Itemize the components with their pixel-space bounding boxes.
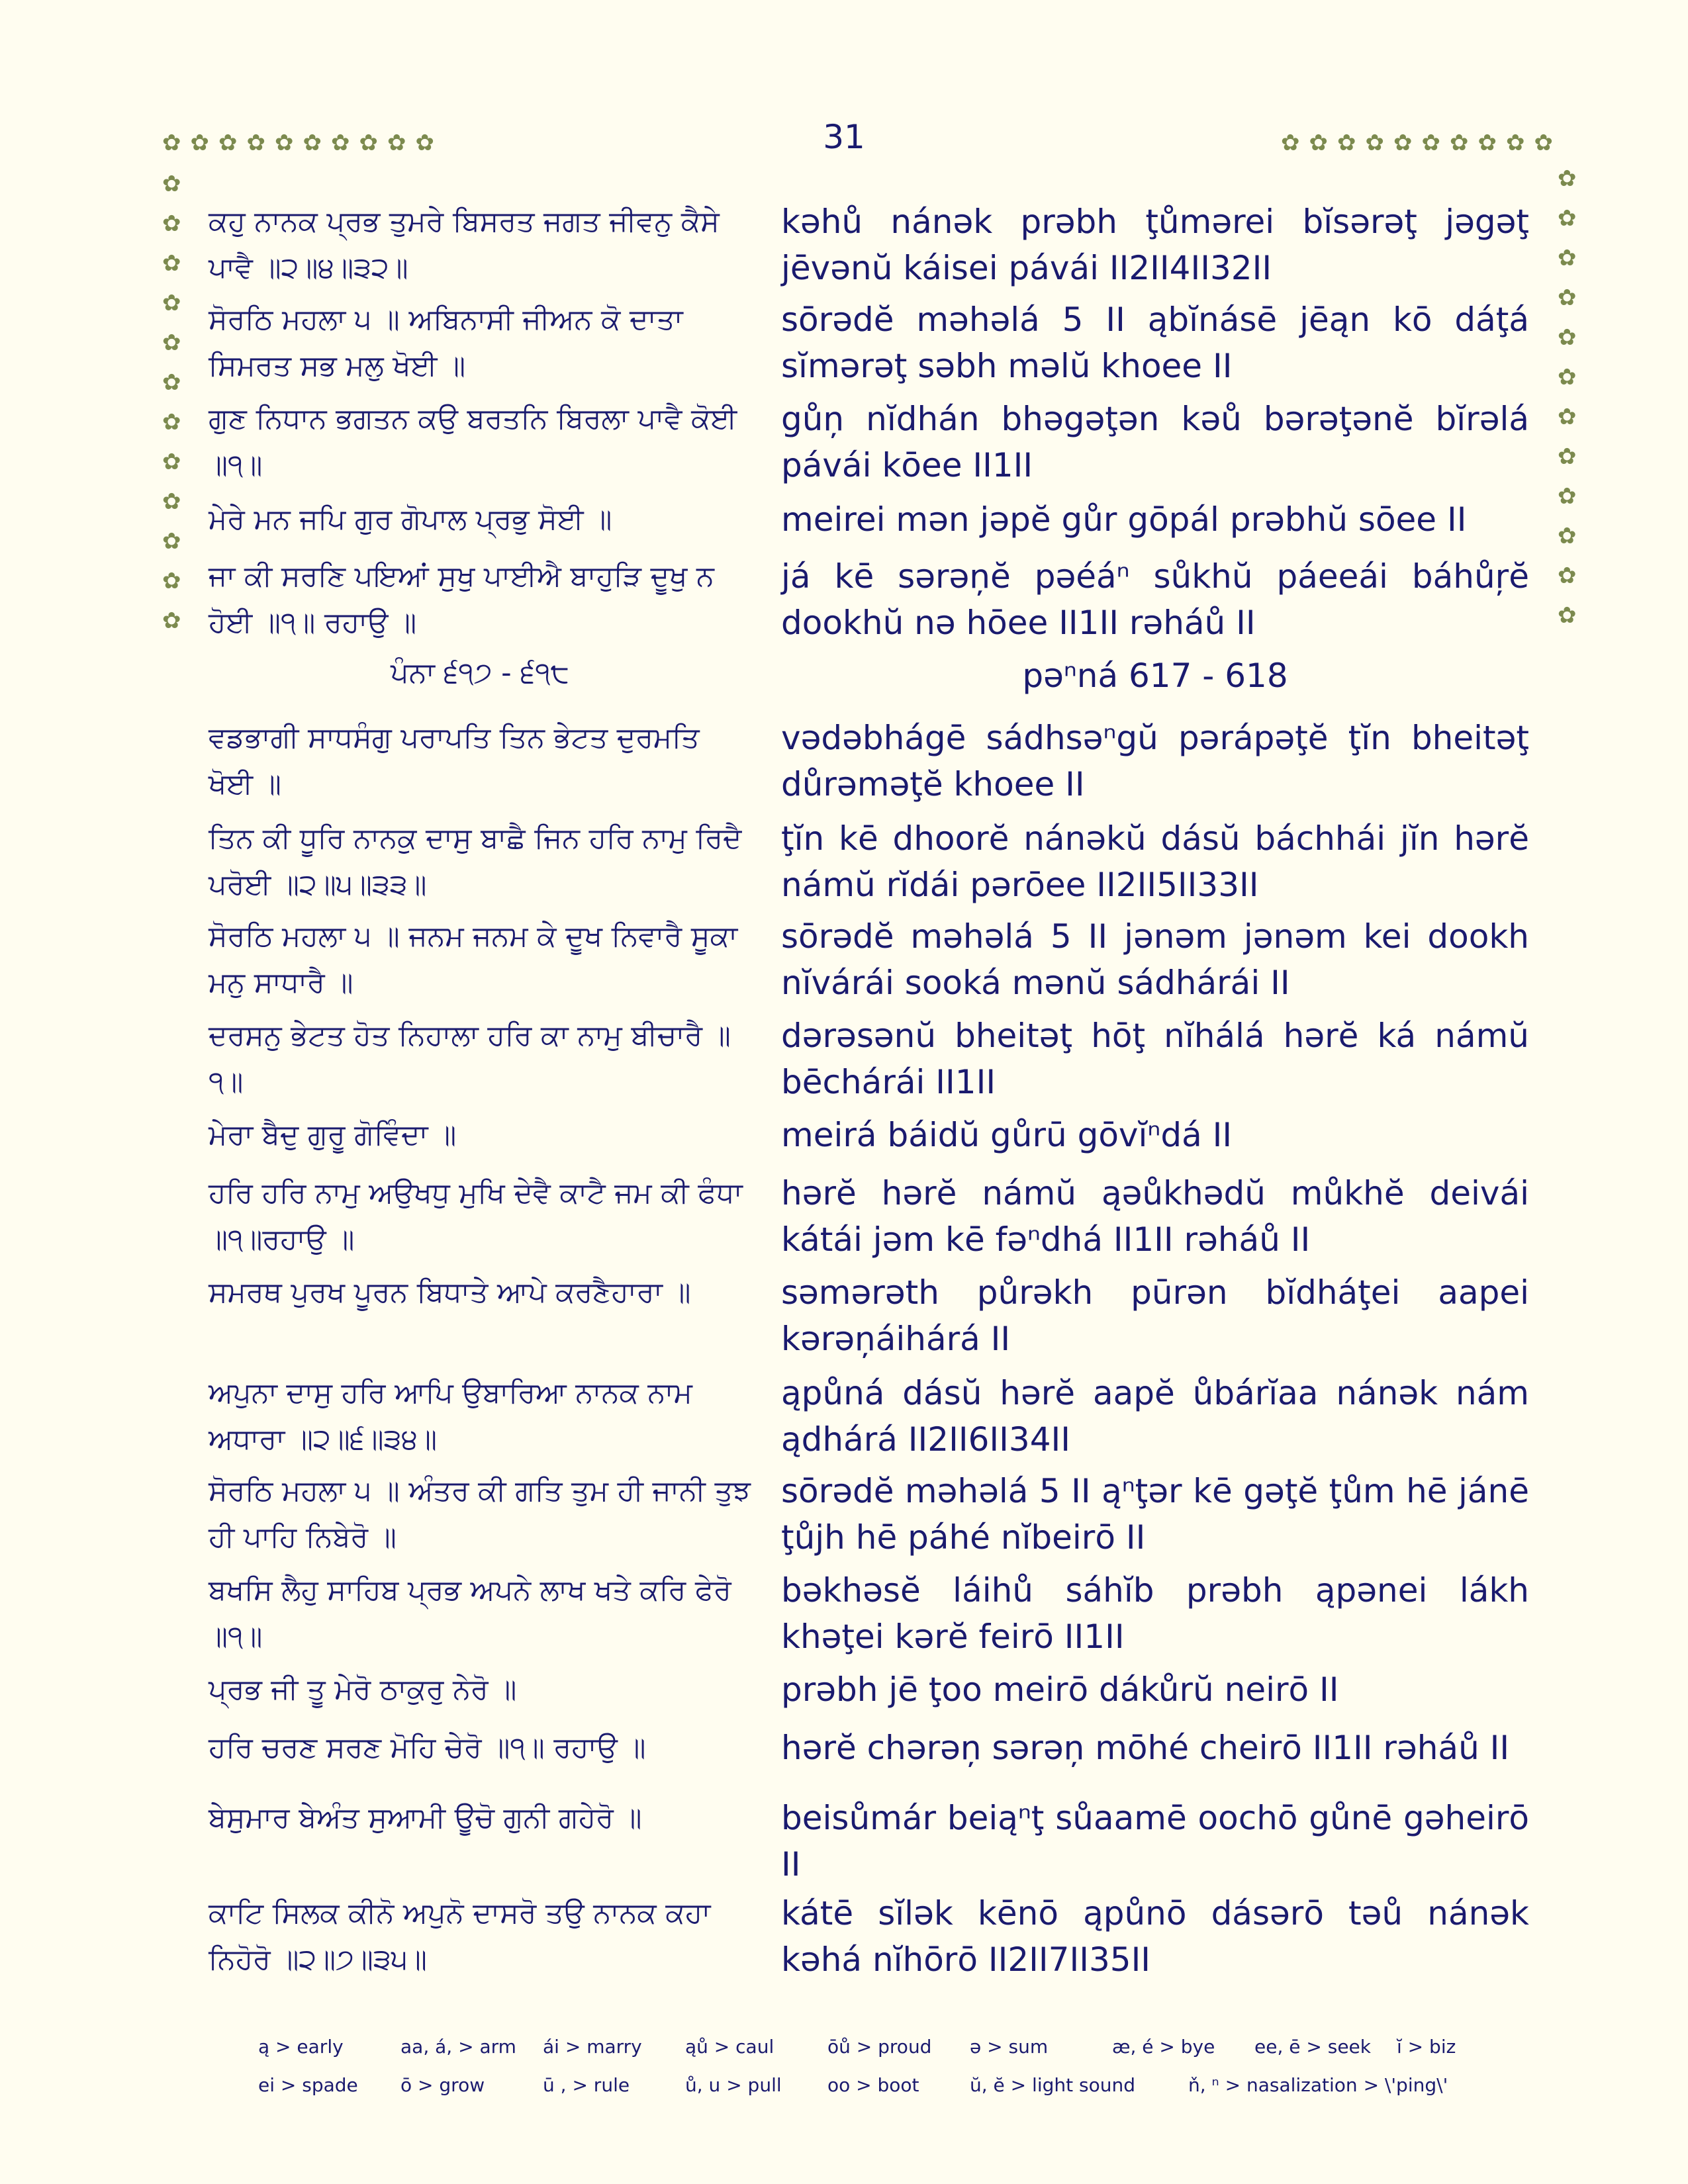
gurmukhi-line: ਸਮਰਥ ਪੁਰਖ ਪੂਰਨ ਬਿਧਾਤੇ ਆਪੇ ਕਰਣੈਹਾਰਾ ॥ [209,1276,691,1309]
transliteration-line: já kē sərəņĕ pəéáⁿ sůkhŭ páeeái báhůŗĕ dookhŭ nə hōee II1II rəháů II [781,557,1529,642]
transliteration-line: kátē sĭlək kēnō ąpůnō dásərō təů nánək kəhá nĭhōrō II2II7II35II [781,1894,1529,1979]
flower-icon: ✿ [162,528,181,555]
legend-item: ň, ⁿ > nasalization > \'ping\' [1188,2074,1448,2096]
transliteration-line: hərĕ hərĕ námŭ ąəůkhədŭ můkhĕ deivái kátái jəm kē fəⁿdhá II1II rəháů II [781,1174,1529,1259]
transliteration-line: gůņ nĭdhán bhəgəţən kəů bərəţənĕ bĭrəlá pávái kōee II1II [781,400,1529,484]
legend-item: ą > early [258,2036,344,2058]
flower-icon: ✿ [1558,285,1577,311]
legend-item: aa, á, > arm [400,2036,516,2058]
gurmukhi-line: ਗੁਣ ਨਿਧਾਨ ਭਗਤਨ ਕਉ ਬਰਤਨਿ ਬਿਰਲਾ ਪਾਵੈ ਕੋਈ ॥੧॥ [209,402,737,482]
flower-icon: ✿ [1558,523,1577,549]
transliteration-line: vədəbhágē sádhsəⁿgŭ pərápəţĕ ţĭn bheitəţ důrəməţĕ khoee II [781,719,1529,803]
gurmukhi-line: ਅਪੁਨਾ ਦਾਸੁ ਹਰਿ ਆਪਿ ਉਬਾਰਿਆ ਨਾਨਕ ਨਾਮ ਅਧਾਰਾ ॥੨॥੬॥੩੪॥ [209,1377,692,1456]
flower-icon: ✿ [1477,130,1497,156]
gurmukhi-line: ਵਡਭਾਗੀ ਸਾਧਸੰਗੁ ਪਰਾਪਤਿ ਤਿਨ ਭੇਟਤ ਦੁਰਮਤਿ ਖੋਈ ॥ [209,721,700,801]
legend-item: ee, ē > seek [1254,2036,1371,2058]
transliteration-line: səmərəth půrəkh pūrən bĭdháţei aapei kərəņáihárá II [781,1273,1529,1358]
pronunciation-legend-row-1 [258,2036,1516,2058]
gurmukhi-line: ਬਖਸਿ ਲੈਹੁ ਸਾਹਿਬ ਪ੍ਰਭ ਅਪਨੇ ਲਾਖ ਖਤੇ ਕਰਿ ਫੇਰੋ ॥੧॥ [209,1574,731,1653]
legend-item: ə > sum [970,2036,1049,2058]
flower-icon: ✿ [387,130,406,156]
pronunciation-legend-row-2 [258,2074,1516,2096]
ang-heading-gurmukhi: ਪੰਨਾ ੬੧੭ - ੬੧੮ [390,657,570,690]
flower-icon: ✿ [1558,602,1577,629]
transliteration-line: bəkhəsĕ láihů sáhĭb prəbh ąpənei lákh khəţei kərĕ feirō II1II [781,1571,1529,1656]
gurmukhi-line: ਮੇਰਾ ਬੈਦੁ ਗੁਰੂ ਗੋਵਿੰਦਾ ॥ [209,1118,457,1152]
top-right-flower-border [1281,130,1553,156]
flower-icon: ✿ [162,330,181,356]
flower-icon: ✿ [162,568,181,594]
flower-icon: ✿ [331,130,350,156]
flower-icon: ✿ [415,130,434,156]
flower-icon: ✿ [162,290,181,316]
flower-icon: ✿ [1365,130,1384,156]
gurmukhi-line: ਕਾਟਿ ਸਿਲਕ ਕੀਨੋ ਅਪੁਨੋ ਦਾਸਰੋ ਤਉ ਨਾਨਕ ਕਹਾ ਨਿਹੋਰੋ ॥੨॥੭॥੩੫॥ [209,1897,711,1976]
flower-icon: ✿ [162,449,181,475]
legend-item: ĭ > biz [1397,2036,1456,2058]
legend-item: ů, u > pull [685,2074,782,2096]
flower-icon: ✿ [162,608,181,634]
gurmukhi-line: ਕਹੁ ਨਾਨਕ ਪ੍ਰਭ ਤੁਮਰੇ ਬਿਸਰਤ ਜਗਤ ਜੀਵਨੁ ਕੈਸੇ ਪਾਵੈ ॥੨॥੪॥੩੨॥ [209,205,720,285]
gurmukhi-line: ਸੋਰਠਿ ਮਹਲਾ ੫ ॥ ਅਬਿਨਾਸੀ ਜੀਅਨ ਕੋ ਦਾਤਾ ਸਿਮਰਤ ਸਭ ਮਲੁ ਖੋਈ ॥ [209,303,683,383]
flower-icon: ✿ [1337,130,1356,156]
right-flower-border [1558,165,1577,629]
flower-icon: ✿ [162,409,181,435]
legend-item: oo > boot [827,2074,919,2096]
gurmukhi-line: ਹਰਿ ਹਰਿ ਨਾਮੁ ਅਉਖਧੁ ਮੁਖਿ ਦੇਵੈ ਕਾਟੈ ਜਮ ਕੀ ਫੰਧਾ ॥੧॥ਰਹਾਉ ॥ [209,1177,743,1256]
gurmukhi-line: ਹਰਿ ਚਰਣ ਸਰਣ ਮੋਹਿ ਚੇਰੋ ॥੧॥ ਰਹਾਉ ॥ [209,1731,646,1764]
flower-icon: ✿ [1558,483,1577,510]
gurmukhi-line: ਤਿਨ ਕੀ ਧੂਰਿ ਨਾਨਕੁ ਦਾਸੁ ਬਾਛੈ ਜਿਨ ਹਰਿ ਨਾਮੁ ਰਿਦੈ ਪਰੋਈ ॥੨॥੫॥੩੩॥ [209,822,742,901]
gurmukhi-line: ਪ੍ਰਭ ਜੀ ਤੂ ਮੇਰੋ ਠਾਕੁਰੁ ਨੇਰੋ ॥ [209,1673,517,1706]
left-flower-border [162,171,181,634]
transliteration-line: meirei mən jəpĕ gůr gōpál prəbhŭ sōee II [781,500,1467,539]
gurmukhi-line: ਜਾ ਕੀ ਸਰਣਿ ਪਇਆਂ ਸੁਖੁ ਪਾਈਐ ਬਾਹੁੜਿ ਦੂਖੁ ਨ ਹੋਈ ॥੧॥ ਰਹਾਉ ॥ [209,560,714,639]
gurmukhi-line: ਸੋਰਠਿ ਮਹਲਾ ੫ ॥ ਜਨਮ ਜਨਮ ਕੇ ਦੂਖ ਨਿਵਾਰੈ ਸੂਕਾ ਮਨੁ ਸਾਧਾਰੈ ॥ [209,920,738,999]
transliteration-line: sōrədĕ məhəlá 5 II ąbĭnásē jēąn kō dáţá sĭmərəţ səbh məlŭ khoee II [781,300,1529,385]
flower-icon: ✿ [246,130,265,156]
legend-item: ąů > caul [685,2036,774,2058]
flower-icon: ✿ [1281,130,1300,156]
top-left-flower-border [162,130,434,156]
gurmukhi-line: ਸੋਰਠਿ ਮਹਲਾ ੫ ॥ ਅੰਤਰ ਕੀ ਗਤਿ ਤੁਮ ਹੀ ਜਾਨੀ ਤੁਝ ਹੀ ਪਾਹਿ ਨਿਬੇਰੋ ॥ [209,1475,751,1554]
legend-item: ōů > proud [827,2036,932,2058]
legend-item: ei > spade [258,2074,358,2096]
flower-icon: ✿ [190,130,209,156]
flower-icon: ✿ [1558,165,1577,192]
legend-item: ái > marry [543,2036,642,2058]
flower-icon: ✿ [162,488,181,515]
transliteration-line: beisůmár beiąⁿţ sůaamē oochō gůnē gəheirō II [781,1799,1529,1884]
flower-icon: ✿ [1309,130,1328,156]
flower-icon: ✿ [303,130,322,156]
gurmukhi-line: ਦਰਸਨੁ ਭੇਟਤ ਹੋਤ ਨਿਹਾਲਾ ਹਰਿ ਕਾ ਨਾਮੁ ਬੀਚਾਰੈ ॥੧॥ [209,1019,731,1099]
flower-icon: ✿ [1421,130,1440,156]
transliteration-line: prəbh jē ţoo meirō dákůrŭ neirō II [781,1670,1339,1709]
legend-item: ŭ, ĕ > light sound [970,2074,1135,2096]
flower-icon: ✿ [359,130,378,156]
flower-icon: ✿ [1558,245,1577,271]
flower-icon: ✿ [275,130,294,156]
flower-icon: ✿ [162,250,181,277]
transliteration-line: sōrədĕ məhəlá 5 II ąⁿţər kē gəţĕ ţům hē jánē ţůjh hē páhé nĭbeirō II [781,1472,1529,1557]
legend-item: ō > grow [400,2074,485,2096]
flower-icon: ✿ [218,130,238,156]
flower-icon: ✿ [1558,443,1577,470]
page-number: 31 [823,118,865,156]
flower-icon: ✿ [1558,324,1577,351]
flower-icon: ✿ [162,171,181,197]
flower-icon: ✿ [1534,130,1553,156]
flower-icon: ✿ [1450,130,1469,156]
flower-icon: ✿ [162,210,181,237]
transliteration-line: dərəsənŭ bheitəţ hōţ nĭhálá hərĕ ká námŭ bēchárái II1II [781,1017,1529,1101]
transliteration-line: sōrədĕ məhəlá 5 II jənəm jənəm kei dookh nĭvárái sooká mənŭ sádhárái II [781,917,1529,1002]
transliteration-line: kəhů nánək prəbh ţůmərei bĭsərəţ jəgəţ jēvənŭ káisei pávái II2II4II32II [781,203,1529,287]
gurmukhi-line: ਮੇਰੇ ਮਨ ਜਪਿ ਗੁਰ ਗੋਪਾਲ ਪ੍ਰਭੁ ਸੋਈ ॥ [209,503,612,536]
legend-item: æ, é > bye [1112,2036,1215,2058]
flower-icon: ✿ [1558,563,1577,589]
flower-icon: ✿ [1393,130,1413,156]
transliteration-line: ţĭn kē dhoorĕ nánəkŭ dásŭ báchhái jĭn hərĕ námŭ rĭdái pərōee II2II5II33II [781,819,1529,904]
transliteration-line: hərĕ chərəņ sərəņ mōhé cheirō II1II rəháů II [781,1729,1510,1767]
flower-icon: ✿ [1506,130,1525,156]
ang-heading-transliteration: pəⁿná 617 - 618 [1022,657,1288,695]
transliteration-line: ąpůná dásŭ hərĕ aapĕ ůbárĭaa nánək nám ądhárá II2II6II34II [781,1374,1529,1459]
gurmukhi-line: ਬੇਸੁਮਾਰ ਬੇਅੰਤ ਸੁਆਮੀ ਊਚੋ ਗੁਨੀ ਗਹੇਰੋ ॥ [209,1801,642,1835]
flower-icon: ✿ [162,130,181,156]
flower-icon: ✿ [1558,404,1577,430]
flower-icon: ✿ [162,369,181,396]
flower-icon: ✿ [1558,205,1577,232]
transliteration-line: meirá báidŭ gůrū gōvĭⁿdá II [781,1116,1233,1154]
legend-item: ū , > rule [543,2074,630,2096]
flower-icon: ✿ [1558,364,1577,390]
